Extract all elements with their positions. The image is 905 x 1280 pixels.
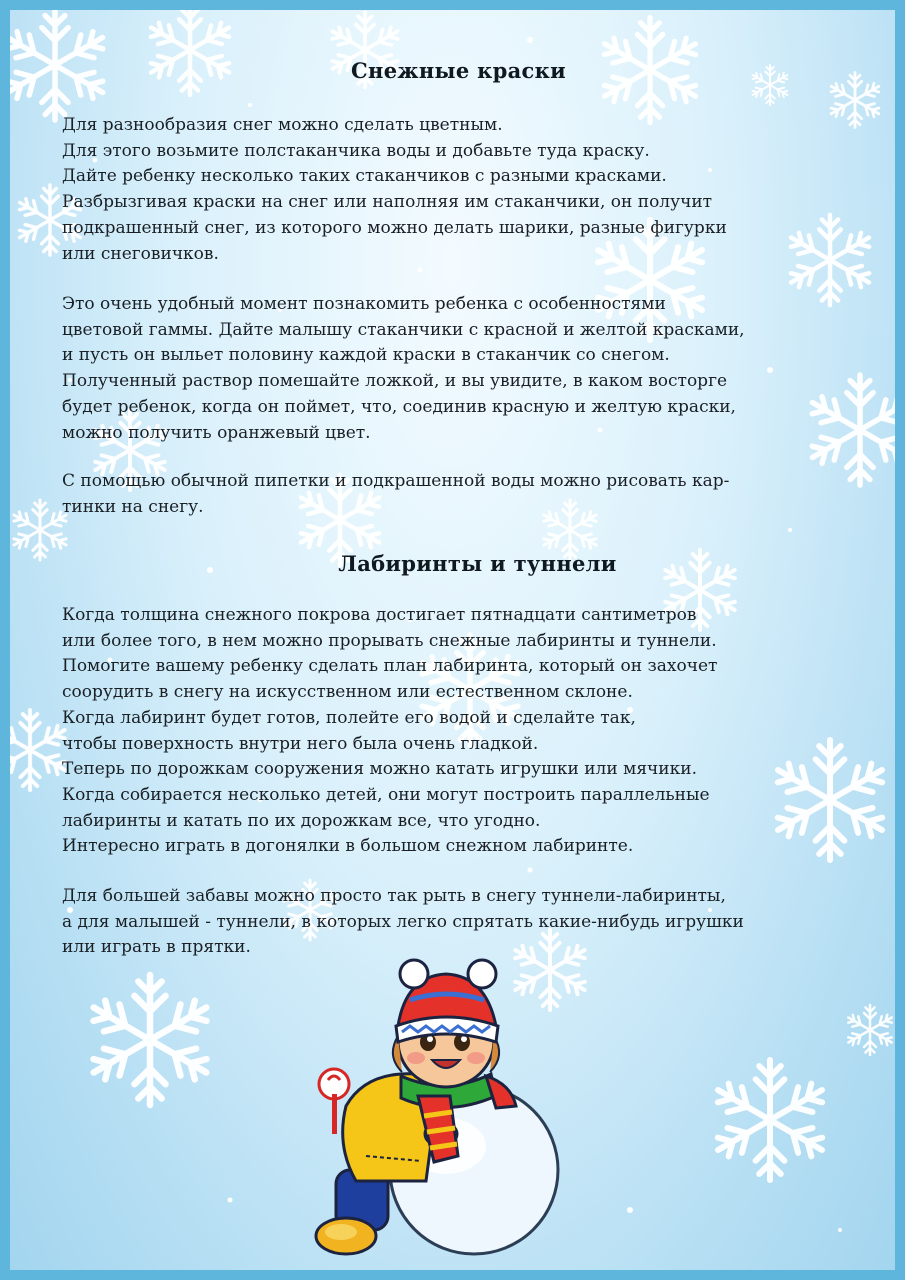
text-line: чтобы поверхность внутри него была очень гладкой. <box>62 733 539 754</box>
text-line: будет ребенок, когда он поймет, что, соединив красную и желтую краски, <box>62 396 736 417</box>
article <box>10 10 895 1270</box>
text-line: можно получить оранжевый цвет. <box>62 422 371 443</box>
text-line: Интересно играть в догонялки в большом снежном лабиринте. <box>62 836 634 857</box>
text-line: Это очень удобный момент познакомить ребенка с особенностями <box>62 294 666 314</box>
text-line: Когда собирается несколько детей, они могут построить параллельные <box>62 784 710 805</box>
paragraph <box>62 292 892 446</box>
text-line: подкрашенный снег, из которого можно делать шарики, разные фигурки <box>62 217 727 238</box>
text-line: С помощью обычной пипетки и подкрашенной воды можно рисовать кар- <box>62 471 730 491</box>
text-line: а для малышей - туннели, в которых легко спрятать какие-нибудь игрушки <box>62 911 744 932</box>
text-line: Теперь по дорожкам сооружения можно катать игрушки или мячики. <box>62 759 697 780</box>
child-with-snowball-illustration <box>306 956 586 1261</box>
text-line: или более того, в нем можно прорывать снежные лабиринты и туннели. <box>62 630 717 651</box>
snowy-background <box>10 10 895 1270</box>
text-line: Полученный раствор помешайте ложкой, и вы увидите, в каком восторге <box>62 371 728 392</box>
paragraph <box>62 603 892 860</box>
text-line: Для разнообразия снег можно сделать цветным. <box>62 115 503 135</box>
paragraph <box>62 469 892 520</box>
text-line: Дайте ребенку несколько таких стаканчиков с разными красками. <box>62 166 667 187</box>
paragraph <box>62 113 892 267</box>
text-line: Разбрызгивая краски на снег или наполняя им стаканчики, он получит <box>62 192 713 213</box>
section-title-snow-paints: Снежные краски <box>351 58 566 83</box>
text-line: или снеговичков. <box>62 243 219 264</box>
text-line: Когда лабиринт будет готов, полейте его водой и сделайте так, <box>62 707 636 728</box>
text-line: или играть в прятки. <box>62 937 251 958</box>
section-title-labyrinths: Лабиринты и туннели <box>338 551 617 576</box>
text-line: цветовой гаммы. Дайте малышу стаканчики с красной и желтой красками, <box>62 319 745 340</box>
text-line: соорудить в снегу на искусственном или естественном склоне. <box>62 682 633 703</box>
text-line: тинки на снегу. <box>62 496 204 517</box>
text-line: Помогите вашему ребенку сделать план лабиринта, который он захочет <box>62 656 718 677</box>
text-line: Когда толщина снежного покрова достигает пятнадцати сантиметров <box>62 605 697 625</box>
paragraph <box>62 884 892 961</box>
text-line: лабиринты и катать по их дорожкам все, что угодно. <box>62 810 541 831</box>
text-line: Для большей забавы можно просто так рыть в снегу туннели-лабиринты, <box>62 886 726 906</box>
text-line: Для этого возьмите полстаканчика воды и добавьте туда краску. <box>62 140 650 161</box>
text-line: и пусть он выльет половину каждой краски в стаканчик со снегом. <box>62 345 670 366</box>
